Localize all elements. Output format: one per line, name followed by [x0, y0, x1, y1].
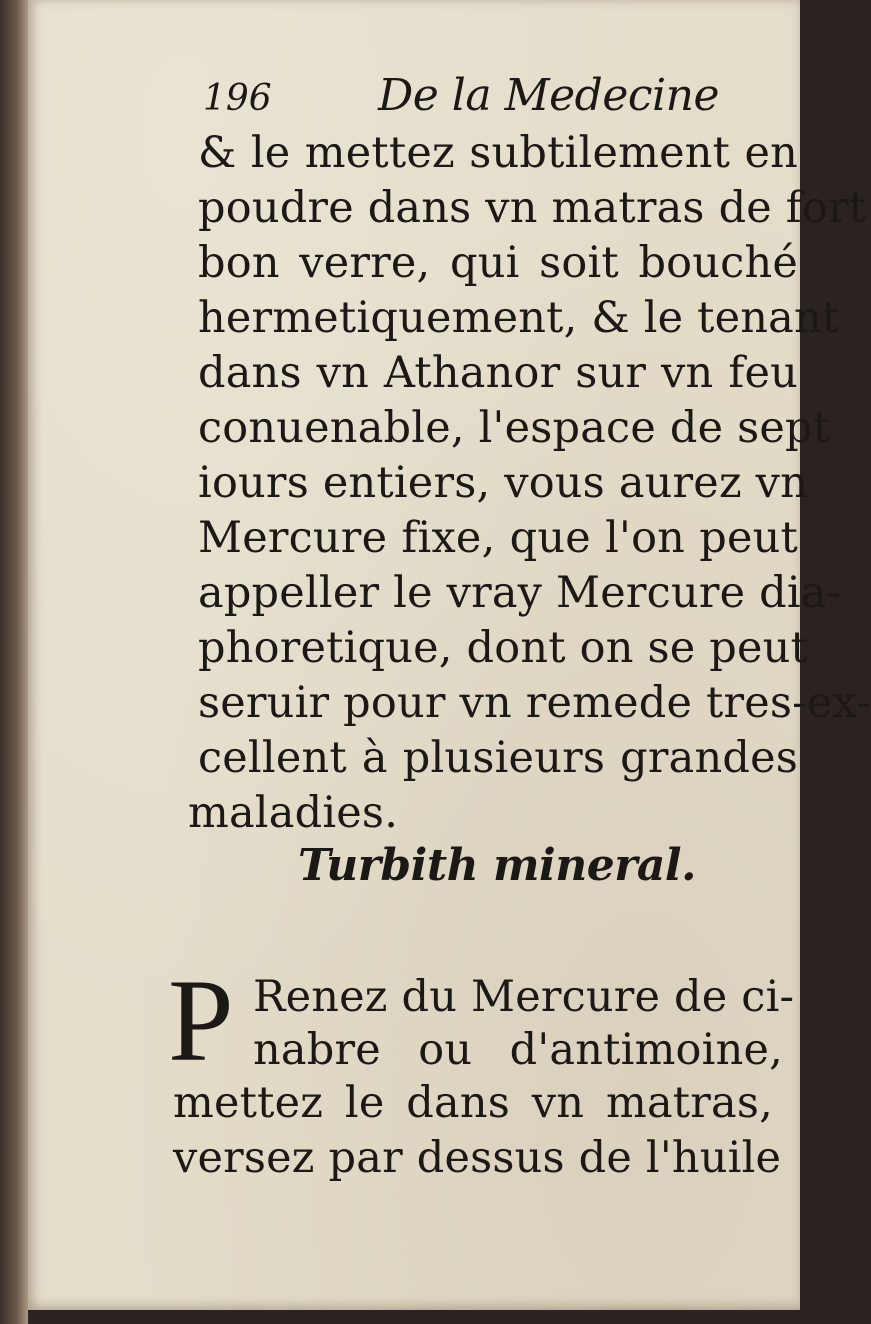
- text-line: Mercure fixe, que l'on peut: [198, 513, 798, 563]
- drop-cap-initial: P: [168, 955, 234, 1086]
- text-line: & le mettez subtilement en: [198, 128, 798, 178]
- text-line: nabre ou d'antimoine,: [253, 1025, 783, 1075]
- text-line: appeller le vray Mercure dia-: [198, 568, 842, 618]
- text-line: maladies.: [188, 788, 399, 838]
- book-page: [28, 0, 871, 1310]
- text-line: poudre dans vn matras de fort: [198, 183, 867, 233]
- text-line: Renez du Mercure de ci-: [253, 972, 795, 1022]
- text-line: conuenable, l'espace de sept: [198, 403, 831, 453]
- text-line: mettez le dans vn matras,: [173, 1078, 773, 1128]
- section-heading: Turbith mineral.: [298, 840, 696, 891]
- book-spine-edge: [0, 0, 28, 1324]
- running-head: De la Medecine: [378, 70, 719, 121]
- text-line: versez par dessus de l'huile: [173, 1133, 782, 1183]
- text-line: seruir pour vn remede tres-ex-: [198, 678, 871, 728]
- page-header: [203, 70, 763, 130]
- text-line: cellent à plusieurs grandes: [198, 733, 798, 783]
- text-line: bon verre, qui soit bouché: [198, 238, 798, 288]
- text-line: dans vn Athanor sur vn feu: [198, 348, 798, 398]
- page-number: 196: [203, 78, 272, 119]
- text-line: phoretique, dont on se peut: [198, 623, 808, 673]
- text-line: iours entiers, vous aurez vn: [198, 458, 809, 508]
- text-line: hermetiquement, & le tenant: [198, 293, 840, 343]
